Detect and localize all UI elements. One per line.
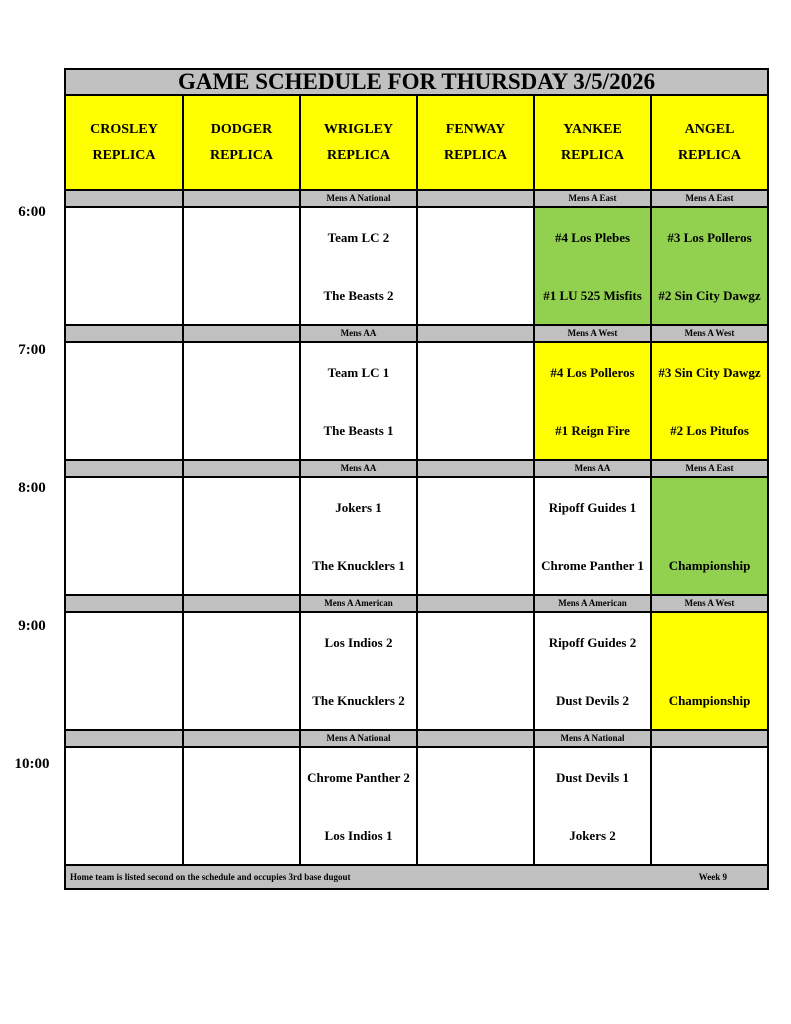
field-subtitle: REPLICA bbox=[678, 147, 742, 163]
division-label bbox=[417, 325, 534, 342]
visiting-team: #3 Sin City Dawgz bbox=[658, 364, 761, 380]
visiting-team bbox=[66, 208, 182, 266]
division-label bbox=[417, 730, 534, 747]
division-label bbox=[183, 460, 300, 477]
visiting-team: Los Indios 2 bbox=[324, 634, 393, 650]
game-cell bbox=[417, 747, 534, 865]
home-team: Championship bbox=[668, 557, 751, 573]
home-team: Jokers 2 bbox=[569, 827, 616, 843]
game-cell bbox=[651, 342, 768, 460]
visiting-team bbox=[66, 748, 182, 806]
game-cell bbox=[300, 477, 417, 595]
visiting-team: Team LC 1 bbox=[327, 364, 390, 380]
game-cell bbox=[65, 342, 183, 460]
game-cell bbox=[183, 342, 300, 460]
division-label: Mens A West bbox=[651, 325, 768, 342]
division-label: Mens A National bbox=[300, 730, 417, 747]
home-team bbox=[66, 401, 182, 459]
division-label bbox=[183, 595, 300, 612]
field-name: CROSLEY bbox=[90, 121, 158, 137]
game-row bbox=[65, 342, 768, 460]
home-team bbox=[184, 266, 299, 324]
home-team bbox=[184, 671, 299, 729]
division-label bbox=[417, 460, 534, 477]
visiting-team bbox=[652, 748, 767, 806]
home-team bbox=[66, 806, 182, 864]
game-cell bbox=[534, 612, 651, 730]
visiting-team: #3 Los Polleros bbox=[667, 229, 752, 245]
game-cell bbox=[183, 747, 300, 865]
visiting-team bbox=[418, 208, 533, 266]
visiting-team: Jokers 1 bbox=[335, 499, 382, 515]
visiting-team: #4 Los Polleros bbox=[550, 364, 635, 380]
game-cell bbox=[65, 207, 183, 325]
game-cell bbox=[300, 342, 417, 460]
home-team bbox=[184, 806, 299, 864]
home-team: The Beasts 2 bbox=[323, 287, 394, 303]
division-label bbox=[651, 730, 768, 747]
division-label: Mens A National bbox=[534, 730, 651, 747]
field-header bbox=[65, 95, 183, 190]
visiting-team bbox=[652, 478, 767, 536]
game-cell bbox=[534, 477, 651, 595]
home-team: Championship bbox=[668, 692, 751, 708]
time-label: 6:00 bbox=[18, 204, 46, 220]
visiting-team bbox=[66, 343, 182, 401]
division-label bbox=[183, 190, 300, 207]
field-header bbox=[300, 95, 417, 190]
time-label: 8:00 bbox=[18, 480, 46, 496]
field-subtitle: REPLICA bbox=[326, 147, 390, 163]
game-cell bbox=[534, 747, 651, 865]
division-label: Mens A National bbox=[300, 190, 417, 207]
game-cell bbox=[651, 747, 768, 865]
home-team: The Knucklers 2 bbox=[312, 692, 405, 708]
visiting-team bbox=[184, 478, 299, 536]
division-row bbox=[65, 460, 768, 477]
visiting-team bbox=[418, 748, 533, 806]
home-team: #1 LU 525 Misfits bbox=[543, 287, 642, 303]
visiting-team bbox=[418, 613, 533, 671]
field-subtitle: REPLICA bbox=[92, 147, 156, 163]
game-cell bbox=[651, 477, 768, 595]
time-label: 7:00 bbox=[18, 342, 46, 358]
field-header bbox=[534, 95, 651, 190]
schedule-sheet bbox=[64, 68, 769, 880]
game-row bbox=[65, 747, 768, 865]
division-label bbox=[65, 595, 183, 612]
game-cell bbox=[65, 612, 183, 730]
home-team bbox=[652, 806, 767, 864]
division-row bbox=[65, 190, 768, 207]
game-cell bbox=[417, 612, 534, 730]
division-label: Mens A East bbox=[534, 190, 651, 207]
game-cell bbox=[651, 612, 768, 730]
game-row bbox=[65, 612, 768, 730]
visiting-team: Chrome Panther 2 bbox=[307, 769, 410, 785]
visiting-team bbox=[184, 343, 299, 401]
field-name: FENWAY bbox=[445, 121, 506, 137]
division-row bbox=[65, 730, 768, 747]
home-team bbox=[418, 401, 533, 459]
footer bbox=[65, 865, 768, 889]
game-cell bbox=[65, 747, 183, 865]
game-cell bbox=[300, 612, 417, 730]
division-row bbox=[65, 595, 768, 612]
home-team bbox=[66, 536, 182, 594]
home-team bbox=[418, 266, 533, 324]
home-team: The Beasts 1 bbox=[323, 422, 394, 438]
week-label: Week 9 bbox=[698, 872, 728, 882]
home-team bbox=[66, 266, 182, 324]
footer-note: Home team is listed second on the schedule and occupies 3rd base dugout bbox=[70, 872, 351, 882]
game-cell bbox=[300, 207, 417, 325]
game-cell bbox=[65, 477, 183, 595]
time-label: 10:00 bbox=[14, 756, 50, 772]
visiting-team: Team LC 2 bbox=[327, 229, 390, 245]
division-label bbox=[65, 730, 183, 747]
home-team bbox=[184, 401, 299, 459]
field-subtitle: REPLICA bbox=[443, 147, 507, 163]
home-team: Chrome Panther 1 bbox=[541, 557, 644, 573]
game-cell bbox=[417, 477, 534, 595]
field-name: WRIGLEY bbox=[323, 121, 394, 137]
field-name: ANGEL bbox=[684, 121, 735, 137]
division-label bbox=[183, 325, 300, 342]
time-slots bbox=[65, 190, 768, 865]
division-label bbox=[65, 190, 183, 207]
field-name: YANKEE bbox=[563, 121, 622, 137]
visiting-team bbox=[184, 208, 299, 266]
visiting-team: #4 Los Plebes bbox=[554, 229, 631, 245]
game-cell bbox=[183, 612, 300, 730]
field-subtitle: REPLICA bbox=[209, 147, 273, 163]
division-label: Mens A East bbox=[651, 460, 768, 477]
game-cell bbox=[417, 207, 534, 325]
game-cell bbox=[183, 207, 300, 325]
division-label: Mens A West bbox=[534, 325, 651, 342]
division-label: Mens AA bbox=[300, 325, 417, 342]
field-name: DODGER bbox=[210, 121, 273, 137]
division-label: Mens AA bbox=[534, 460, 651, 477]
division-label: Mens AA bbox=[300, 460, 417, 477]
division-label bbox=[65, 325, 183, 342]
visiting-team bbox=[418, 478, 533, 536]
visiting-team: Dust Devils 1 bbox=[556, 769, 629, 785]
division-label bbox=[65, 460, 183, 477]
division-label bbox=[417, 595, 534, 612]
game-cell bbox=[534, 207, 651, 325]
home-team: #1 Reign Fire bbox=[555, 422, 630, 438]
division-row bbox=[65, 325, 768, 342]
home-team: Dust Devils 2 bbox=[556, 692, 629, 708]
home-team: The Knucklers 1 bbox=[312, 557, 405, 573]
home-team bbox=[66, 671, 182, 729]
field-header bbox=[417, 95, 534, 190]
visiting-team bbox=[184, 613, 299, 671]
visiting-team: Ripoff Guides 1 bbox=[548, 499, 637, 515]
division-label bbox=[183, 730, 300, 747]
page-title: GAME SCHEDULE FOR THURSDAY 3/5/2026 bbox=[65, 69, 768, 95]
division-label: Mens A American bbox=[534, 595, 651, 612]
home-team bbox=[418, 671, 533, 729]
time-label: 9:00 bbox=[18, 618, 46, 634]
visiting-team bbox=[184, 748, 299, 806]
home-team bbox=[418, 536, 533, 594]
field-subtitle: REPLICA bbox=[560, 147, 624, 163]
home-team: Los Indios 1 bbox=[324, 827, 393, 843]
game-cell bbox=[417, 342, 534, 460]
division-label: Mens A American bbox=[300, 595, 417, 612]
game-cell bbox=[183, 477, 300, 595]
division-label bbox=[417, 190, 534, 207]
division-label: Mens A East bbox=[651, 190, 768, 207]
division-label: Mens A West bbox=[651, 595, 768, 612]
home-team: #2 Sin City Dawgz bbox=[658, 287, 761, 303]
game-cell bbox=[651, 207, 768, 325]
visiting-team bbox=[418, 343, 533, 401]
schedule-grid bbox=[64, 68, 769, 890]
field-header bbox=[183, 95, 300, 190]
visiting-team bbox=[66, 613, 182, 671]
game-cell bbox=[300, 747, 417, 865]
home-team bbox=[184, 536, 299, 594]
visiting-team bbox=[66, 478, 182, 536]
visiting-team bbox=[652, 613, 767, 671]
game-cell bbox=[534, 342, 651, 460]
home-team: #2 Los Pitufos bbox=[670, 422, 749, 438]
home-team bbox=[418, 806, 533, 864]
game-row bbox=[65, 477, 768, 595]
field-header-row bbox=[65, 95, 768, 190]
field-header bbox=[651, 95, 768, 190]
visiting-team: Ripoff Guides 2 bbox=[548, 634, 637, 650]
game-row bbox=[65, 207, 768, 325]
